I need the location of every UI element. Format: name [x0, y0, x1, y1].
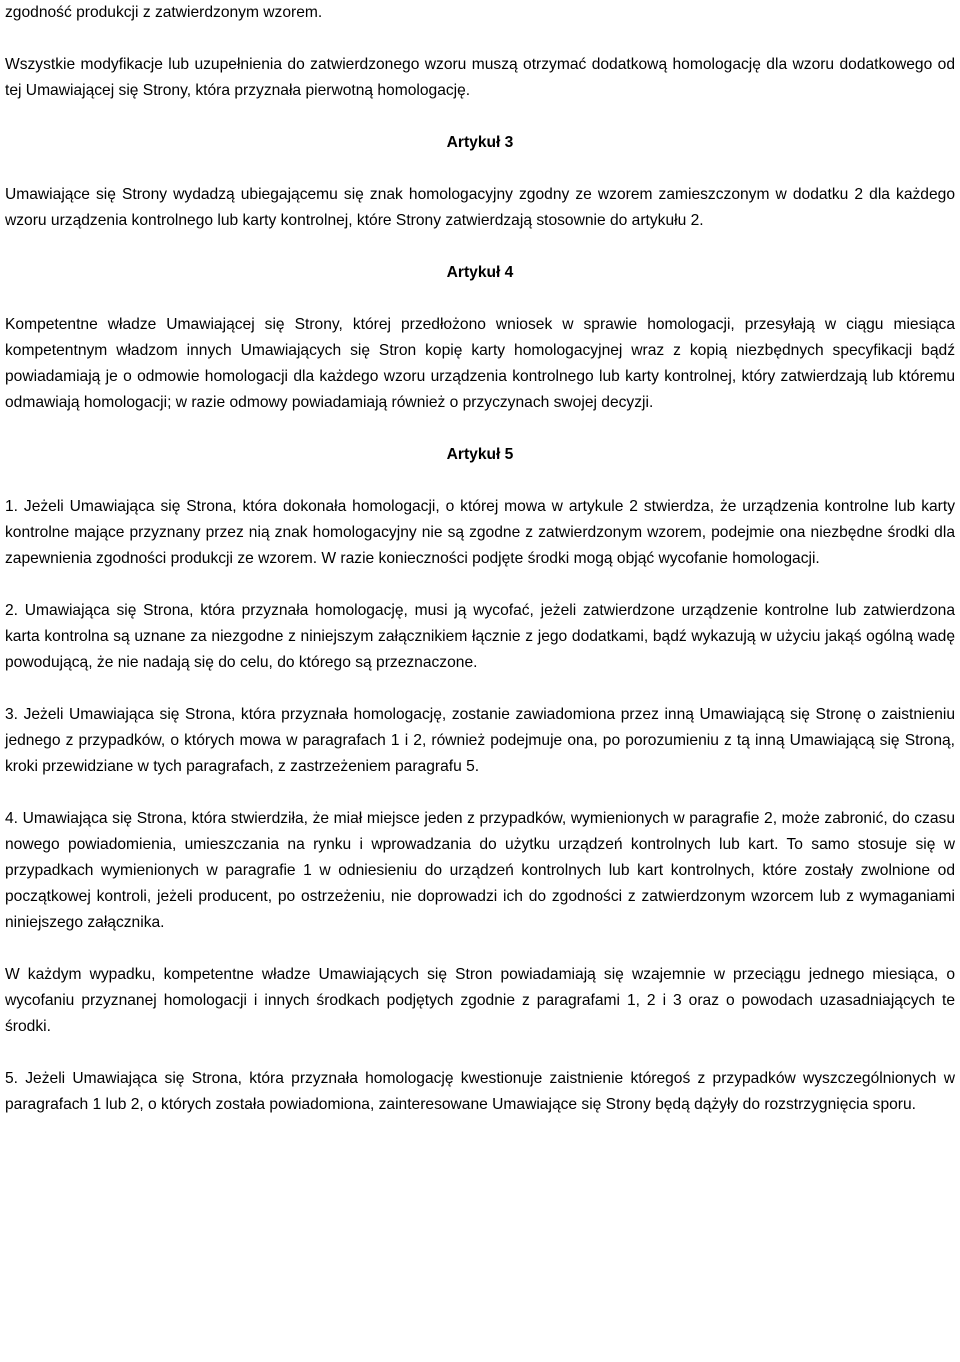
article-5-paragraph-4: 4. Umawiająca się Strona, która stwierdziła, że miał miejsce jeden z przypadków, wymienionych w paragrafie 2, może zabronić, do czasu nowego powiadomienia, umieszczania na rynku i wprowadzania do użytku urządzeń kontrolnych lub kart. To samo stosuje się w przypadkach wymienionych w paragrafie 1 w odniesieniu do urządzeń kontrolnych lub kart kontrolnych, które zostały zwolnione od początkowej kontroli, jeżeli producent, po ostrzeżeniu, nie doprowadzi ich do zgodności z zatwierdzonym wzorcem lub z wymaganiami niniejszego załącznika.	[5, 810, 955, 931]
spacer	[5, 104, 955, 130]
spacer	[5, 1040, 955, 1066]
article-3-text: Umawiające się Strony wydadzą ubiegającemu się znak homologacyjny zgodny ze wzorem zamieszczonym w dodatku 2 dla każdego wzoru urządzenia kontrolnego lub karty kontrolnej, które Strony zatwierdzają stosownie do artykułu 2.	[5, 186, 955, 229]
article-5-paragraph-5: 5. Jeżeli Umawiająca się Strona, która przyznała homologację kwestionuje zaistnienie któregoś z przypadków wyszczególnionych w paragrafach 1 lub 2, o których została powiadomiona, zainteresowane Umawiające się Strony będą dążyły do rozstrzygnięcia sporu.	[5, 1070, 955, 1113]
article-5-paragraph-1: 1. Jeżeli Umawiająca się Strona, która dokonała homologacji, o której mowa w artykule 2 stwierdza, że urządzenia kontrolne lub karty kontrolne mające przyznany przez nią znak homologacyjny nie są zgodne z zatwierdzonym wzorem, podejmie ona niezbędne środki dla zapewnienia zgodności produkcji ze wzorem. W razie konieczności podjęte środki mogą objąć wycofanie homologacji.	[5, 498, 955, 567]
document-page	[5, 0, 955, 1118]
article-5-paragraph-notification: W każdym wypadku, kompetentne władze Umawiających się Stron powiadamiają się wzajemnie w przeciągu jednego miesiąca, o wycofaniu przyznanej homologacji i innych środkach podjętych zgodnie z paragrafami 1, 2 i 3 oraz o powodach uzasadniających te środki.	[5, 966, 955, 1035]
spacer	[5, 936, 955, 962]
spacer	[5, 286, 955, 312]
article-3-heading: Artykuł 3	[446, 134, 514, 151]
article-5-paragraph-2: 2. Umawiająca się Strona, która przyznała homologację, musi ją wycofać, jeżeli zatwierdzone urządzenie kontrolne lub zatwierdzona karta kontrolna są uznane za niezgodne z niniejszym załącznikiem łącznie z jego dodatkami, bądź wykazują w użyciu jakąś ogólną wadę powodującą, że nie nadają się do celu, do którego są przeznaczone.	[5, 602, 955, 671]
spacer	[5, 156, 955, 182]
spacer	[5, 234, 955, 260]
spacer	[5, 416, 955, 442]
intro-fragment: zgodność produkcji z zatwierdzonym wzorem.	[5, 4, 323, 21]
spacer	[5, 468, 955, 494]
intro-paragraph: Wszystkie modyfikacje lub uzupełnienia do zatwierdzonego wzoru muszą otrzymać dodatkową homologację dla wzoru dodatkowego od tej Umawiającej się Strony, która przyznała pierwotną homologację.	[5, 56, 955, 99]
article-4-text: Kompetentne władze Umawiającej się Strony, której przedłożono wniosek w sprawie homologacji, przesyłają w ciągu miesiąca kompetentnym władzom innych Umawiających się Stron kopię karty homologacyjnej wraz z kopią niezbędnych specyfikacji bądź powiadamiają je o odmowie homologacji dla każdego wzoru urządzenia kontrolnego lub karty kontrolnej, który zatwierdzają lub któremu odmawiają homologacji; w razie odmowy powiadamiają również o przyczynach swojej decyzji.	[5, 316, 955, 411]
article-5-heading: Artykuł 5	[446, 446, 514, 463]
article-5-paragraph-3: 3. Jeżeli Umawiająca się Strona, która przyznała homologację, zostanie zawiadomiona przez inną Umawiającą się Stronę o zaistnieniu jednego z przypadków, o których mowa w paragrafach 1 i 2, również podejmuje ona, po porozumieniu z tą inną Umawiającą się Stroną, kroki przewidziane w tych paragrafach, z zastrzeżeniem paragrafu 5.	[5, 706, 955, 775]
spacer	[5, 26, 955, 52]
spacer	[5, 676, 955, 702]
spacer	[5, 780, 955, 806]
article-4-heading: Artykuł 4	[446, 264, 514, 281]
spacer	[5, 572, 955, 598]
